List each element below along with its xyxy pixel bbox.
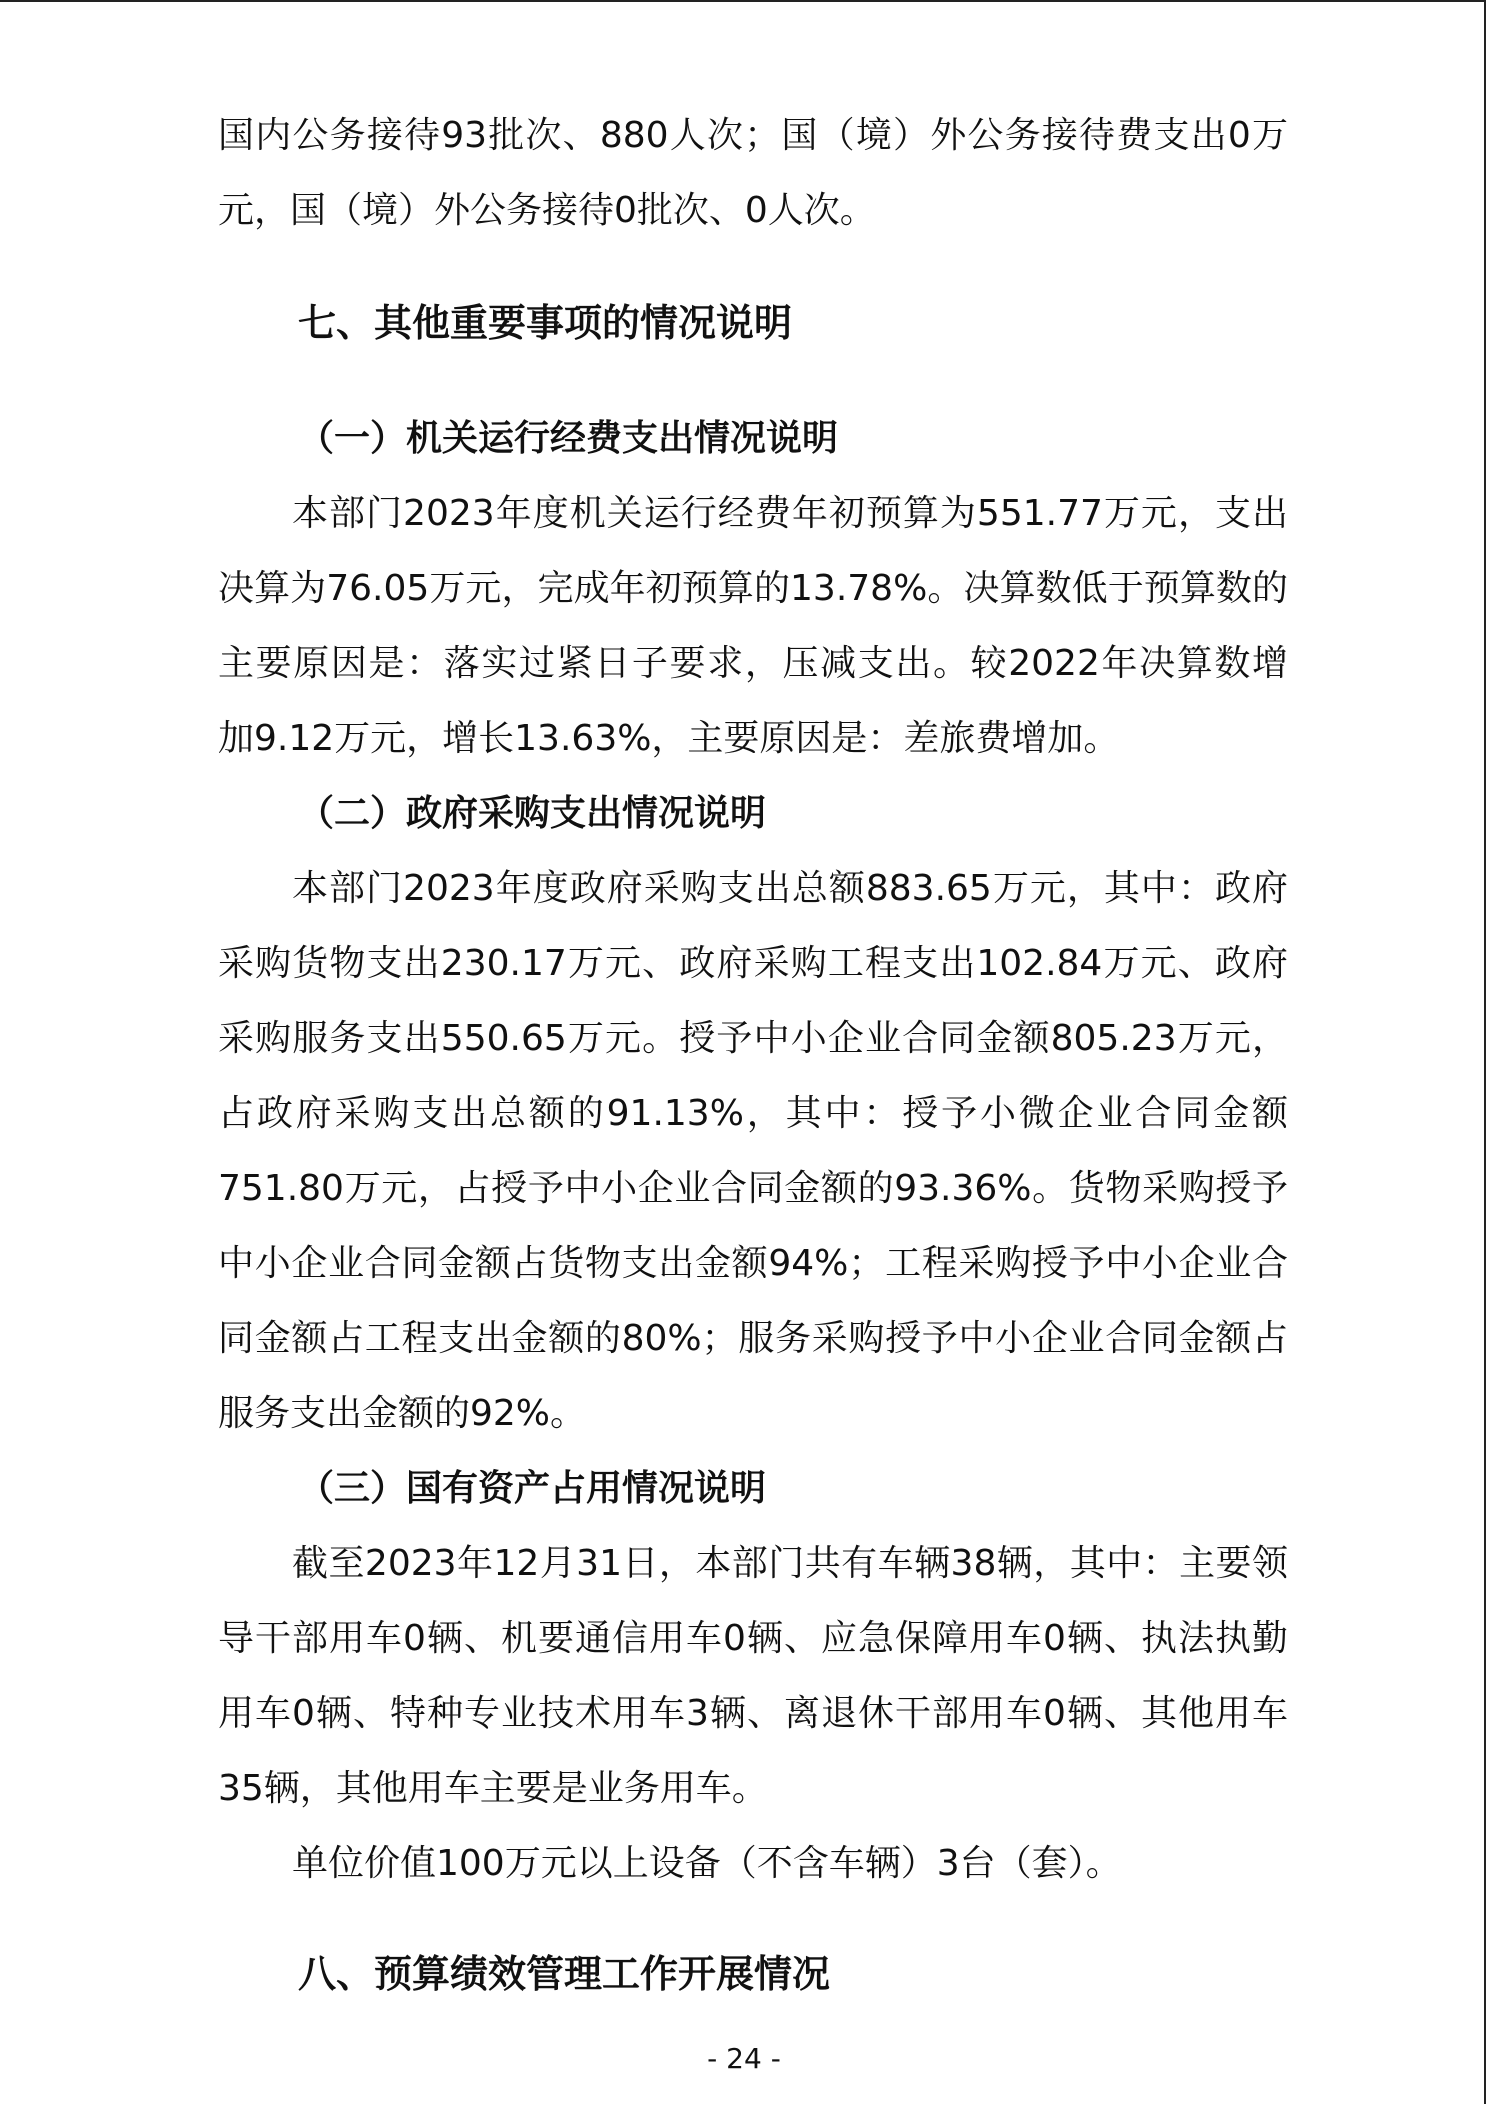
paragraph-line: 同金额占工程支出金额的80%；服务采购授予中小企业合同金额占 bbox=[218, 1318, 1288, 1359]
paragraph-line: 国内公务接待93批次、880人次；国（境）外公务接待费支出0万 bbox=[218, 115, 1288, 156]
subsection-title-1: （一）机关运行经费支出情况说明 bbox=[298, 418, 839, 459]
paragraph-line: 元，国（境）外公务接待0批次、0人次。 bbox=[218, 190, 876, 231]
subsection-title-3: （三）国有资产占用情况说明 bbox=[298, 1468, 767, 1509]
paragraph-line: 单位价值100万元以上设备（不含车辆）3台（套）。 bbox=[292, 1843, 1122, 1884]
paragraph-line: 截至2023年12月31日，本部门共有车辆38辆，其中：主要领 bbox=[292, 1543, 1288, 1584]
paragraph-line: 用车0辆、特种专业技术用车3辆、离退休干部用车0辆、其他用车 bbox=[218, 1693, 1288, 1734]
section-title-8: 八、预算绩效管理工作开展情况 bbox=[298, 1952, 831, 1996]
paragraph-line: 采购货物支出230.17万元、政府采购工程支出102.84万元、政府 bbox=[218, 943, 1288, 984]
paragraph-line: 本部门2023年度机关运行经费年初预算为551.77万元，支出 bbox=[292, 493, 1288, 534]
paragraph-line: 决算为76.05万元，完成年初预算的13.78%。决算数低于预算数的 bbox=[218, 568, 1288, 609]
paragraph-line: 中小企业合同金额占货物支出金额94%；工程采购授予中小企业合 bbox=[218, 1243, 1288, 1284]
paragraph-line: 主要原因是：落实过紧日子要求，压减支出。较2022年决算数增 bbox=[218, 643, 1288, 684]
subsection-title-2: （二）政府采购支出情况说明 bbox=[298, 793, 767, 834]
page-number: - 24 - bbox=[707, 2042, 781, 2075]
paragraph-line: 本部门2023年度政府采购支出总额883.65万元，其中：政府 bbox=[292, 868, 1288, 909]
paragraph-line: 35辆，其他用车主要是业务用车。 bbox=[218, 1768, 768, 1809]
paragraph-line: 采购服务支出550.65万元。授予中小企业合同金额805.23万元， bbox=[218, 1018, 1288, 1059]
paragraph-line: 751.80万元，占授予中小企业合同金额的93.36%。货物采购授予 bbox=[218, 1168, 1288, 1209]
paragraph-line: 导干部用车0辆、机要通信用车0辆、应急保障用车0辆、执法执勤 bbox=[218, 1618, 1288, 1659]
section-title-7: 七、其他重要事项的情况说明 bbox=[298, 301, 793, 345]
paragraph-line: 服务支出金额的92%。 bbox=[218, 1393, 587, 1434]
paragraph-line: 加9.12万元，增长13.63%，主要原因是：差旅费增加。 bbox=[218, 718, 1120, 759]
paragraph-line: 占政府采购支出总额的91.13%，其中：授予小微企业合同金额 bbox=[218, 1093, 1288, 1134]
document-body bbox=[218, 98, 1288, 2012]
